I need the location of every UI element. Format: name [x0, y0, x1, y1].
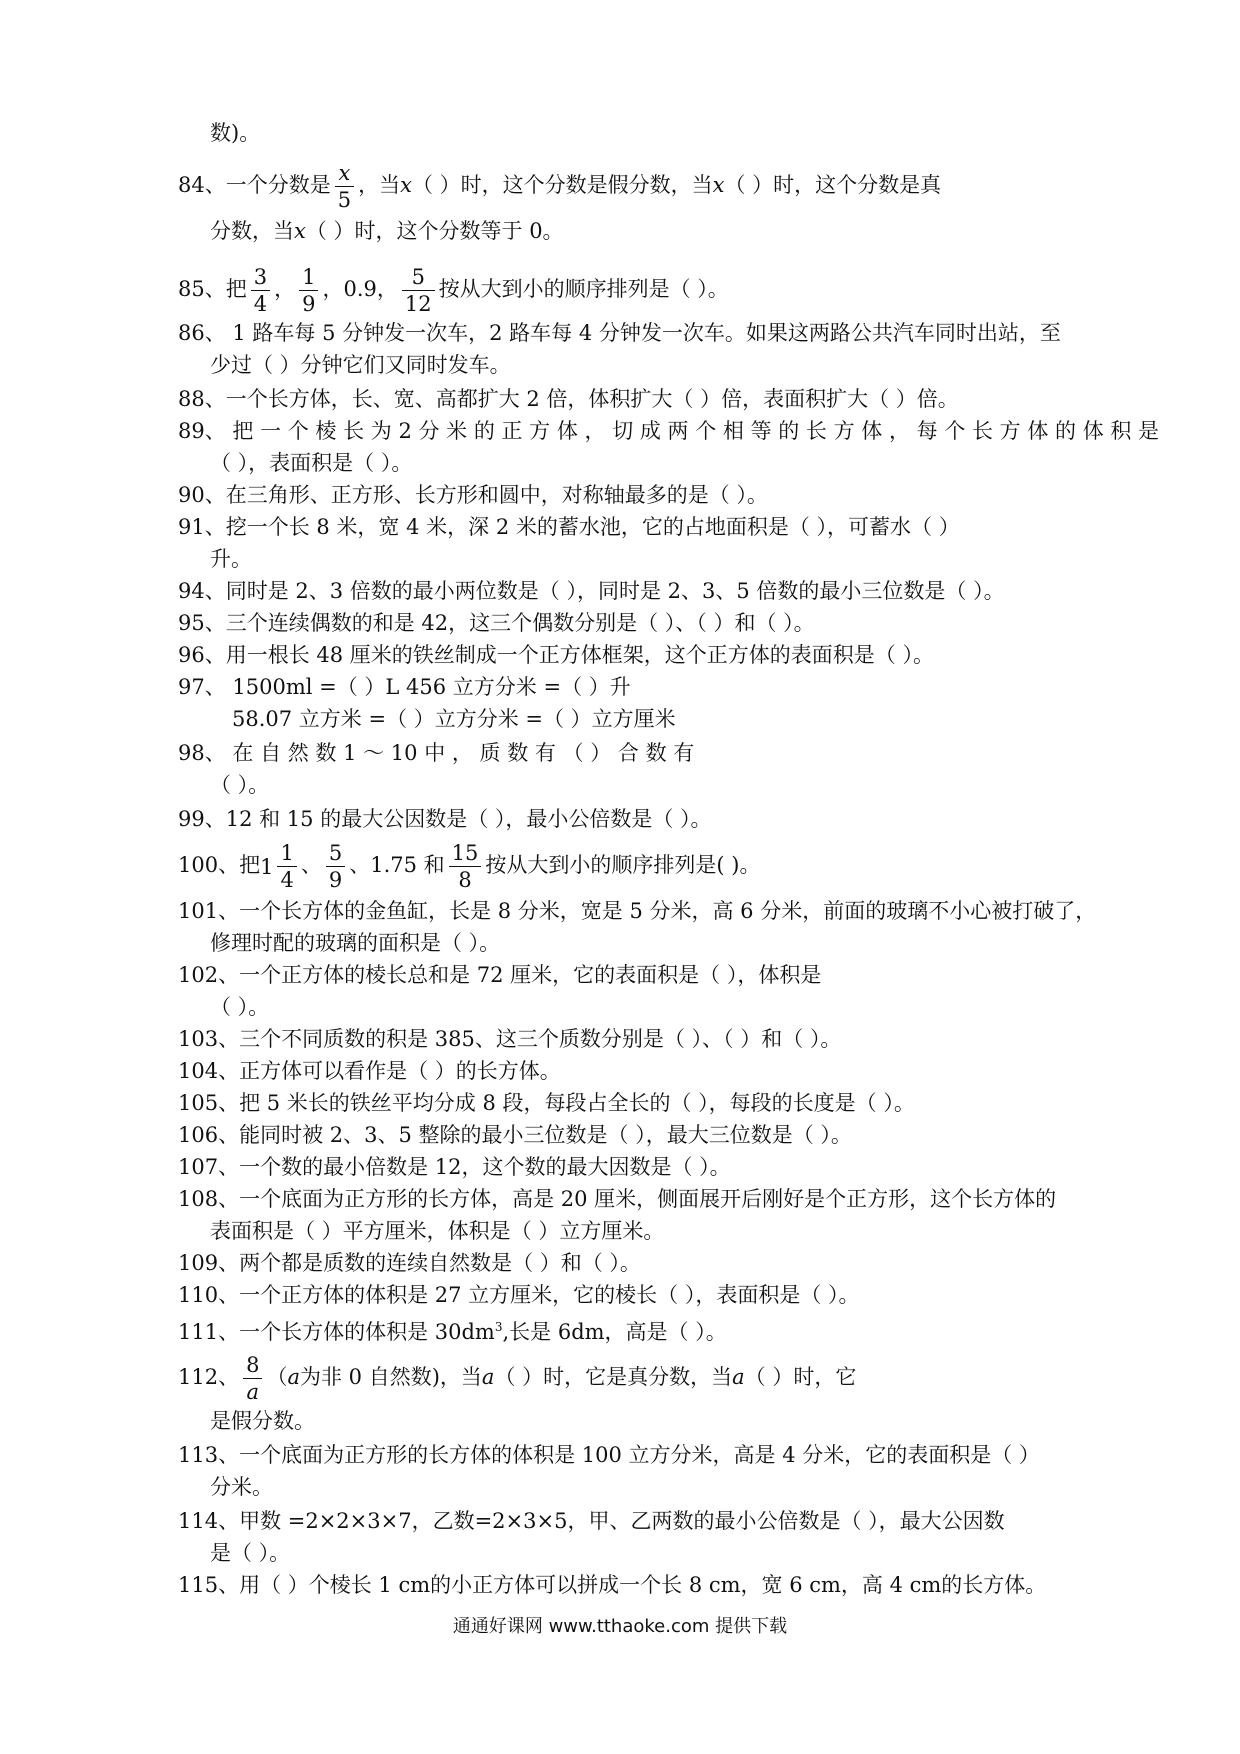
question-98-line1: 98、 在 自 然 数 1 ～ 10 中 ， 质 数 有 （ ） 合 数 有 — [178, 741, 695, 765]
question-101-line2: 修理时配的玻璃的面积是（ ）。 — [210, 931, 501, 955]
question-109: 109、两个都是质数的连续自然数是（ ）和（ ）。 — [178, 1251, 641, 1275]
question-108-line2: 表面积是（ ）平方厘米，体积是（ ）立方厘米。 — [210, 1219, 665, 1243]
question-113-line1: 113、一个底面为正方形的长方体的体积是 100 立方分米，高是 4 分米，它的表面积是（ ） — [178, 1443, 1040, 1467]
question-110: 110、一个正方体的体积是 27 立方厘米，它的棱长（ ），表面积是（ ）。 — [178, 1283, 860, 1307]
question-90: 90、在三角形、正方形、长方形和圆中，对称轴最多的是（ ）。 — [178, 483, 768, 507]
question-102-line1: 102、一个正方体的棱长总和是 72 厘米，它的表面积是（ ），体积是 — [178, 963, 822, 987]
question-98-line2: （ ）。 — [210, 773, 270, 797]
question-97-line1: 97、 1500ml =（ ）L 456 立方分米 =（ ）升 — [178, 675, 631, 699]
question-106: 106、能同时被 2、3、5 整除的最小三位数是（ ），最大三位数是（ ）。 — [178, 1123, 852, 1147]
question-85: 85、把 $\frac{3}{4}$ ， $\frac{1}{9}$ ，0.9， $\frac{5}{12}$ 按从大到小的顺序排列是（ ）。 — [178, 265, 729, 316]
fraction-1-over-9: $\frac{1}{9}$ — [299, 264, 318, 317]
question-95: 95、三个连续偶数的和是 42，这三个偶数分别是（ ）、（ ）和（ ）。 — [178, 611, 815, 635]
question-100: 100、把1 $\frac{1}{4}$ 、 $\frac{5}{9}$ 、1.75 和 $\frac{15}{8}$ 按从大到小的顺序排列是( )。 — [178, 841, 761, 892]
question-102-line2: （ ）。 — [210, 995, 270, 1019]
question-112-line2: 是假分数。 — [210, 1409, 315, 1433]
question-113-line2: 分米。 — [210, 1475, 273, 1499]
fraction-1-over-4: $\frac{1}{4}$ — [277, 840, 296, 893]
fraction-5-over-9: $\frac{5}{9}$ — [326, 840, 345, 893]
question-86-line2: 少过（ ）分钟它们又同时发车。 — [210, 353, 511, 377]
mixed-number-1-1-4: 1 $\frac{1}{4}$ — [260, 840, 301, 893]
fraction-15-over-8: $\frac{15}{8}$ — [449, 840, 482, 893]
question-97-line2: 58.07 立方米 =（ ）立方分米 =（ ）立方厘米 — [232, 707, 676, 731]
fraction-x-over-5: $\frac{x}{5}$ — [335, 160, 354, 213]
question-103: 103、三个不同质数的积是 385、这三个质数分别是（ ）、（ ）和（ ）。 — [178, 1027, 842, 1051]
question-86-line1: 86、 1 路车每 5 分钟发一次车，2 路车每 4 分钟发一次车。如果这两路公共汽车同时出站，至 — [178, 321, 1061, 345]
question-115: 115、用（ ）个棱长 1 cm的小正方体可以拼成一个长 8 cm，宽 6 cm，高 4 cm的长方体。 — [178, 1573, 1047, 1597]
question-84-line1: 84、一个分数是 $\frac{x}{5}$ ，当x（ ）时，这个分数是假分数，当x（ ）时，这个分数是真 — [178, 161, 942, 212]
question-99: 99、12 和 15 的最大公因数是（ ），最小公倍数是（ ）。 — [178, 807, 712, 831]
question-111: 111、一个长方体的体积是 $30dm^3$,长是 6dm，高是（ ）。 — [178, 1320, 727, 1344]
question-107: 107、一个数的最小倍数是 12，这个数的最大因数是（ ）。 — [178, 1155, 731, 1179]
question-91-line1: 91、挖一个长 8 米，宽 4 米，深 2 米的蓄水池，它的占地面积是（ ），可蓄水（ ） — [178, 515, 960, 539]
question-94: 94、同时是 2、3 倍数的最小两位数是（ ），同时是 2、3、5 倍数的最小三位数是（ ）。 — [178, 579, 1005, 603]
question-84-line2: 分数，当x（ ）时，这个分数等于 0。 — [210, 219, 564, 243]
fraction-3-over-4: $\frac{3}{4}$ — [251, 264, 270, 317]
question-105: 105、把 5 米长的铁丝平均分成 8 段，每段占全长的（ ），每段的长度是（ ）。 — [178, 1091, 915, 1115]
question-96: 96、用一根长 48 厘米的铁丝制成一个正方体框架，这个正方体的表面积是（ ）。 — [178, 643, 934, 667]
question-112-line1: 112、 $\frac{8}{a}$ （a为非 0 自然数)，当a（ ）时，它是真分数，当a（ ）时，它 — [178, 1353, 857, 1404]
fraction-5-over-12: $\frac{5}{12}$ — [402, 264, 435, 317]
line-83-tail: 数)。 — [210, 121, 261, 145]
question-108-line1: 108、一个底面为正方形的长方体，高是 20 厘米，侧面展开后刚好是个正方形，这个长方体的 — [178, 1187, 1057, 1211]
question-88: 88、一个长方体，长、宽、高都扩大 2 倍，体积扩大（ ）倍，表面积扩大（ ）倍。 — [178, 387, 959, 411]
question-91-line2: 升。 — [210, 547, 252, 571]
footer-source: 通通好课网 www.tthaoke.com 提供下载 — [452, 1616, 788, 1637]
question-89-line2: （ ），表面积是（ ）。 — [210, 451, 413, 475]
question-89-line1: 89、 把 一 个 棱 长 为 2 分 米 的 正 方 体 ， 切 成 两 个 相 等 的 长 方 体 ， 每 个 长 方 体 的 体 积 是 — [178, 419, 1160, 443]
question-114-line2: 是（ ）。 — [210, 1541, 291, 1565]
question-101-line1: 101、一个长方体的金鱼缸，长是 8 分米，宽是 5 分米，高 6 分米，前面的玻璃不小心被打破了， — [178, 899, 1097, 923]
question-104: 104、正方体可以看作是（ ）的长方体。 — [178, 1059, 561, 1083]
question-114-line1: 114、甲数 =2×2×3×7，乙数=2×3×5，甲、乙两数的最小公倍数是（ ），最大公因数 — [178, 1509, 1005, 1533]
fraction-8-over-a: $\frac{8}{a}$ — [243, 1352, 262, 1405]
